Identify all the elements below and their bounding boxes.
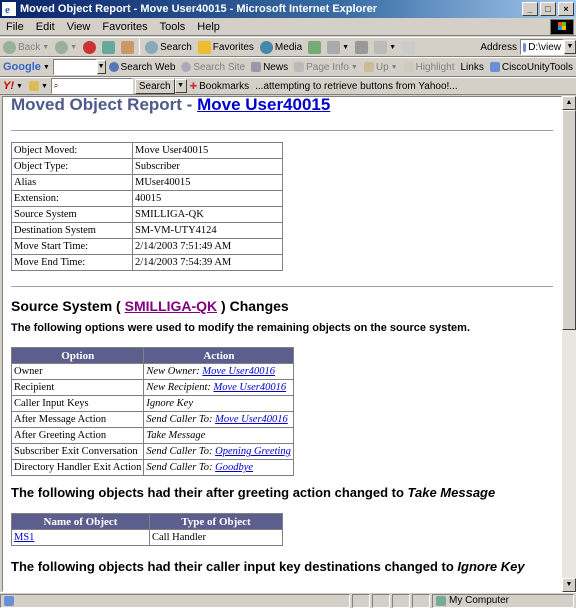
info-row: [12, 239, 283, 255]
media-label: Media: [274, 41, 303, 53]
option-row: [12, 396, 294, 412]
page-info-button[interactable]: Page Info ▼: [291, 58, 361, 76]
info-row: [12, 159, 283, 175]
yahoo-search-button[interactable]: Search: [135, 79, 175, 94]
yahoo-y-icon: Y!: [3, 80, 14, 92]
menu-edit[interactable]: Edit: [35, 20, 55, 33]
maximize-button[interactable]: □: [540, 2, 556, 16]
info-value: 2/14/2003 7:51:49 AM: [133, 239, 283, 255]
info-row: [12, 207, 283, 223]
info-row: [12, 255, 283, 271]
print-button[interactable]: [352, 38, 371, 56]
back-button[interactable]: Back ▼: [0, 38, 52, 56]
media-icon: [260, 41, 273, 54]
option-name: Subscriber Exit Conversation: [12, 444, 144, 460]
action-link[interactable]: Goodbye: [215, 462, 254, 473]
source-system-link[interactable]: SMILLIGA-QK: [124, 298, 218, 314]
edit-button[interactable]: ▼: [371, 38, 399, 56]
objects-table: [11, 513, 283, 546]
home-button[interactable]: [118, 38, 137, 56]
yahoo-search-input[interactable]: [51, 78, 133, 94]
address-value: D:\view: [528, 41, 561, 53]
option-row: [12, 380, 294, 396]
highlight-button[interactable]: Highlight: [401, 58, 458, 76]
yahoo-toolbar: [0, 77, 576, 95]
windows-logo-icon: [550, 19, 574, 35]
info-label: Move End Time:: [12, 255, 133, 271]
search-small-icon: ⌕: [53, 81, 59, 90]
home-icon: [121, 41, 134, 54]
mail-button[interactable]: ▼: [324, 38, 352, 56]
option-name: Recipient: [12, 380, 144, 396]
option-action: Take Message: [144, 428, 294, 444]
news-icon: [251, 62, 261, 72]
object-name: [12, 530, 150, 546]
stop-icon: [83, 41, 96, 54]
folder-up-icon: [364, 62, 374, 72]
action-link[interactable]: Move User40016: [213, 382, 287, 393]
action-link[interactable]: Move User40016: [202, 366, 276, 377]
highlight-icon: [404, 62, 414, 72]
links-label: Links: [460, 61, 484, 73]
news-button[interactable]: News: [248, 58, 291, 76]
favorites-star-icon: [198, 41, 211, 54]
action-link[interactable]: Opening Greeting: [215, 446, 291, 457]
option-action: Send Caller To: Move User40016: [144, 412, 294, 428]
yahoo-status-text: ...attempting to retrieve buttons from Yahoo!...: [255, 80, 458, 92]
option-name: Owner: [12, 364, 144, 380]
google-logo[interactable]: Google ▼: [3, 61, 50, 73]
minimize-button[interactable]: _: [522, 2, 538, 16]
security-zone: My Computer: [432, 594, 574, 608]
status-bar: [0, 592, 576, 608]
media-button[interactable]: [257, 38, 305, 56]
option-action: Send Caller To: Goodbye: [144, 460, 294, 476]
mail-icon: [327, 41, 340, 54]
search-web-button[interactable]: Search Web: [106, 58, 179, 76]
option-action: Ignore Key: [144, 396, 294, 412]
option-action: New Recipient: Move User40016: [144, 380, 294, 396]
action-column-header: Action: [144, 348, 294, 364]
option-name: After Message Action: [12, 412, 144, 428]
yahoo-pencil-button[interactable]: ▼: [26, 77, 51, 95]
option-row: [12, 412, 294, 428]
info-label: Object Moved:: [12, 143, 133, 159]
up-button[interactable]: Up ▼: [361, 58, 401, 76]
edit-icon: [374, 41, 387, 54]
option-name: Caller Input Keys: [12, 396, 144, 412]
google-search-input[interactable]: [53, 59, 97, 75]
page-done-icon: [4, 596, 14, 606]
refresh-icon: [102, 41, 115, 54]
option-action: New Owner: Move User40016: [144, 364, 294, 380]
search-label: Search: [160, 41, 192, 53]
object-row: [12, 530, 283, 546]
options-table: [11, 347, 294, 476]
menu-help[interactable]: Help: [197, 20, 220, 33]
google-search-dropdown[interactable]: ▼: [97, 60, 106, 74]
favorites-label: Favorites: [212, 41, 254, 53]
options-note: The following options were used to modify the remaining objects on the source system.: [11, 322, 471, 334]
info-label: Object Type:: [12, 159, 133, 175]
ie-icon: [2, 2, 16, 16]
info-value: MUser40015: [133, 175, 283, 191]
stop-button[interactable]: [80, 38, 99, 56]
scroll-up-button[interactable]: ▲: [562, 96, 576, 110]
option-action: Send Caller To: Opening Greeting: [144, 444, 294, 460]
forward-button[interactable]: ▼: [52, 38, 80, 56]
info-value: 40015: [133, 191, 283, 207]
menu-favorites[interactable]: Favorites: [102, 20, 148, 33]
vertical-scrollbar[interactable]: [562, 96, 576, 592]
report-title: Moved Object Report - Move User40015: [11, 96, 331, 114]
menu-tools[interactable]: Tools: [159, 20, 186, 33]
window-title: Moved Object Report - Move User40015 - Microsoft Internet Explorer: [20, 3, 377, 15]
option-row: [12, 444, 294, 460]
address-dropdown-button[interactable]: ▼: [564, 40, 576, 54]
object-link[interactable]: MS1: [14, 532, 35, 543]
info-label: Source System: [12, 207, 133, 223]
info-value: 2/14/2003 7:54:39 AM: [133, 255, 283, 271]
info-label: Move Start Time:: [12, 239, 133, 255]
discuss-button[interactable]: [399, 38, 418, 56]
history-icon: [308, 41, 321, 54]
option-column-header: Option: [12, 348, 144, 364]
info-row: [12, 223, 283, 239]
option-row: [12, 460, 294, 476]
option-row: [12, 364, 294, 380]
page-info-icon: [294, 62, 304, 72]
object-info-table: [11, 142, 283, 271]
option-row: [12, 428, 294, 444]
menu-bar: [0, 18, 576, 36]
search-site-button[interactable]: Search Site: [178, 58, 248, 76]
option-name: Directory Handler Exit Action: [12, 460, 144, 476]
page-icon: [523, 43, 526, 52]
yahoo-logo[interactable]: Y! ▼: [3, 80, 23, 92]
google-toolbar: [0, 57, 576, 77]
menu-view[interactable]: View: [66, 20, 91, 33]
object-name-header: Name of Object: [12, 514, 150, 530]
object-type: Call Handler: [150, 530, 283, 546]
yahoo-search-dropdown[interactable]: ▼: [175, 79, 187, 93]
input-keys-heading: The following objects had their caller input key destinations changed to Ignore Key: [11, 559, 525, 574]
option-name: After Greeting Action: [12, 428, 144, 444]
search-web-icon: [109, 62, 119, 72]
forward-arrow-icon: [55, 41, 68, 54]
history-button[interactable]: [305, 38, 324, 56]
search-icon: [145, 41, 158, 54]
favorites-button[interactable]: [195, 38, 257, 56]
menu-file[interactable]: File: [6, 20, 24, 33]
print-icon: [355, 41, 368, 54]
window-title-bar[interactable]: [0, 0, 576, 18]
links-cisco-unity-tools[interactable]: CiscoUnityTools: [487, 58, 576, 76]
info-value: SM-VM-UTY4124: [133, 223, 283, 239]
back-label: Back: [18, 41, 41, 53]
info-value: Subscriber: [133, 159, 283, 175]
info-value: Move User40015: [133, 143, 283, 159]
bookmarks-icon: ✚: [189, 80, 198, 91]
object-type-header: Type of Object: [150, 514, 283, 530]
scroll-thumb[interactable]: [562, 110, 576, 330]
search-site-icon: [181, 62, 191, 72]
refresh-button[interactable]: [99, 38, 118, 56]
search-button[interactable]: [142, 38, 195, 56]
back-arrow-icon: [3, 41, 16, 54]
status-message: [0, 594, 350, 608]
pencil-icon: [29, 81, 39, 91]
address-bar[interactable]: [520, 39, 564, 55]
after-greeting-heading: The following objects had their after greeting action changed to Take Message: [11, 485, 496, 500]
bookmarks-button[interactable]: ✚ Bookmarks: [189, 80, 250, 92]
discuss-icon: [402, 41, 415, 54]
scroll-down-button[interactable]: ▼: [562, 578, 576, 592]
info-label: Destination System: [12, 223, 133, 239]
report-title-link[interactable]: Move User40015: [197, 96, 331, 114]
svg-text:e: e: [5, 4, 10, 16]
link-page-icon: [490, 62, 500, 72]
computer-icon: [436, 596, 446, 606]
info-row: [12, 191, 283, 207]
action-link[interactable]: Move User40016: [215, 414, 288, 425]
page-content[interactable]: [2, 96, 562, 592]
info-label: Alias: [12, 175, 133, 191]
close-button[interactable]: ×: [558, 2, 574, 16]
standard-toolbar: [0, 37, 576, 57]
info-value: SMILLIGA-QK: [133, 207, 283, 223]
address-label: Address: [480, 41, 517, 53]
info-row: [12, 143, 283, 159]
source-system-heading: Source System ( SMILLIGA-QK ) Changes: [11, 298, 289, 314]
info-row: [12, 175, 283, 191]
info-label: Extension:: [12, 191, 133, 207]
